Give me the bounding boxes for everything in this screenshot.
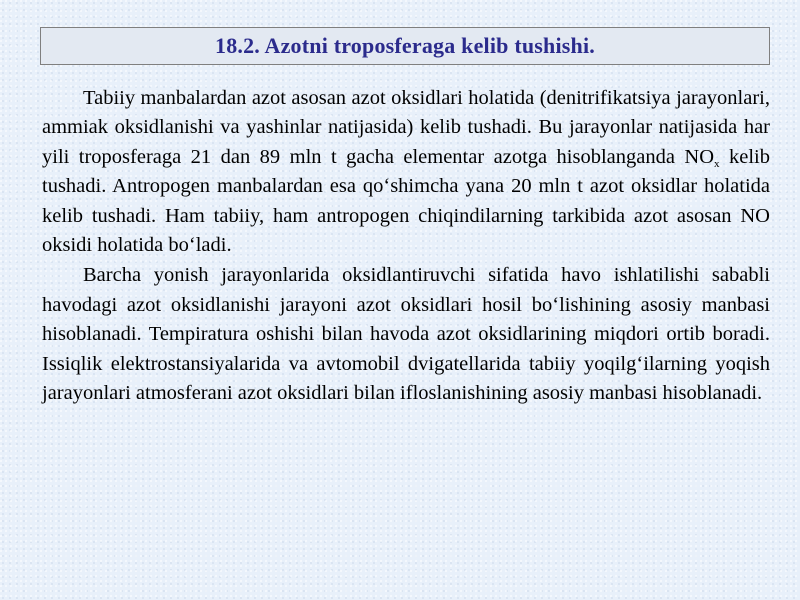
title-bar — [40, 27, 770, 65]
page-title: 18.2. Azotni troposferaga kelib tushishi. — [215, 33, 595, 58]
paragraph-1-text-a: Tabiiy manbalardan azot asosan azot oksidlari holatida (denitrifikatsiya jarayonlari, ammiak oksidlanishi va yashinlar natijasida) kelib tushadi. Bu jarayonlar natijasida har yili troposferaga 21 dan 89 mln t gacha elementar azotga hisoblanganda NO — [42, 87, 770, 168]
paragraph-2: Barcha yonish jarayonlarida oksidlantiruvchi sifatida havo ishlatilishi sababli havodagi azot oksidlanishi jarayoni azot oksidlari hosil bo‘lishining asosiy manbasi hisoblanadi. Tempiratura oshishi bilan havoda azot oksidlarining miqdori ortib boradi. Issiqlik elektrostansiyalarida va avtomobil dvigatellarida tabiiy yoqilg‘ilarning yoqish jarayonlari atmosferani azot oksidlari bilan ifloslanishining asosiy manbasi hisoblanadi. — [42, 264, 770, 405]
document-body — [42, 84, 770, 408]
paragraph-1-text-b: kelib tushadi. Antropogen manbalardan esa qo‘shimcha yana 20 mln t azot oksidlar holatida kelib tushadi. Ham tabiiy, ham antropogen chiqindilarning tarkibida azot asosan NO oksidi holatida bo‘ladi. — [42, 145, 770, 257]
nox-subscript: x — [714, 157, 720, 170]
paragraph-1 — [42, 84, 770, 260]
